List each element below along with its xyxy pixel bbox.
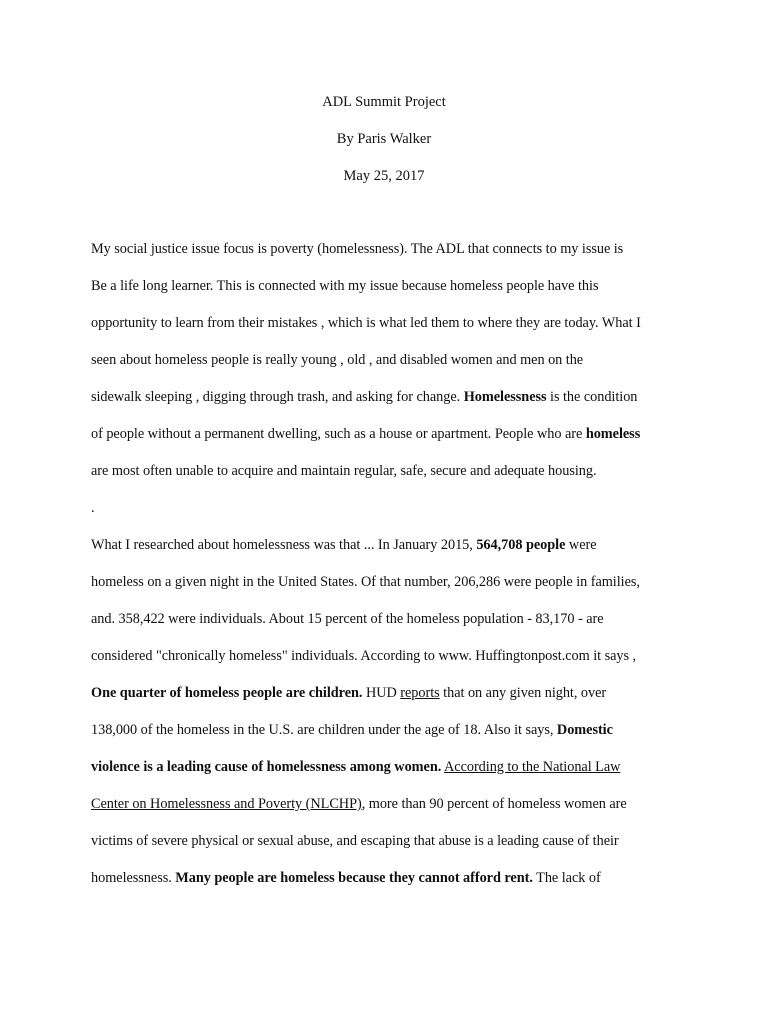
text-run: were: [565, 537, 597, 553]
paragraph-2-line: [91, 759, 620, 776]
text-run: , more than 90 percent of homeless women are: [361, 796, 627, 812]
text-run: that on any given night, over: [439, 685, 607, 701]
text-run: What I researched about homelessness was that ... In January 2015,: [91, 537, 477, 553]
bold-heading-statement: Many people are homeless because they cannot afford rent.: [175, 870, 533, 886]
paragraph-1-line: My social justice issue focus is poverty (homelessness). The ADL that connects to my issue is: [91, 241, 624, 257]
paragraph-2-line: considered "chronically homeless" individuals. According to www. Huffingtonpost.com it says ,: [91, 648, 637, 664]
text-run: HUD: [362, 685, 401, 701]
stray-period: .: [91, 500, 95, 516]
paragraph-2-line: victims of severe physical or sexual abuse, and escaping that abuse is a leading cause of their: [91, 833, 619, 849]
text-run: is the condition: [546, 389, 638, 405]
paragraph-2-line: [91, 870, 601, 887]
text-run: sidewalk sleeping , digging through trash, and asking for change.: [91, 389, 464, 405]
text-run: The lack of: [532, 870, 601, 886]
bold-heading-statement: One quarter of homeless people are children.: [91, 685, 363, 701]
reports-link[interactable]: reports: [400, 685, 440, 701]
bold-term: homeless: [585, 426, 641, 442]
paragraph-1-line: [91, 426, 640, 443]
paragraph-1-line: opportunity to learn from their mistakes , which is what led them to where they are today. What I: [91, 315, 641, 331]
paragraph-2-line: [91, 796, 627, 813]
text-run: homelessness.: [91, 870, 176, 886]
text-run: 138,000 of the homeless in the U.S. are children under the age of 18. Also it says,: [91, 722, 557, 738]
paragraph-1-line: are most often unable to acquire and maintain regular, safe, secure and adequate housing.: [91, 463, 597, 479]
document-date: May 25, 2017: [343, 168, 425, 184]
bold-term: Homelessness: [463, 389, 547, 405]
paragraph-2-line: [91, 537, 597, 554]
paragraph-1-line: Be a life long learner. This is connected with my issue because homeless people have this: [91, 278, 599, 294]
bold-statistic: 564,708 people: [476, 537, 566, 553]
paragraph-1-line: seen about homeless people is really young , old , and disabled women and men on the: [91, 352, 584, 368]
document-title: ADL Summit Project: [322, 94, 446, 110]
paragraph-2-line: [91, 685, 606, 702]
nlchp-link[interactable]: Center on Homelessness and Poverty (NLCHP): [91, 796, 362, 812]
paragraph-1-line: [91, 389, 637, 406]
paragraph-2-line: [91, 722, 613, 739]
bold-heading-statement: Domestic: [556, 722, 613, 738]
document-author: By Paris Walker: [336, 131, 432, 147]
paragraph-2-line: homeless on a given night in the United States. Of that number, 206,286 were people in families,: [91, 574, 640, 590]
bold-heading-statement: violence is a leading cause of homelessness among women.: [91, 759, 442, 775]
nlchp-link[interactable]: According to the National Law: [444, 759, 621, 775]
paragraph-2-line: and. 358,422 were individuals. About 15 percent of the homeless population - 83,170 - are: [91, 611, 604, 627]
text-run: of people without a permanent dwelling, such as a house or apartment. People who are: [91, 426, 586, 442]
